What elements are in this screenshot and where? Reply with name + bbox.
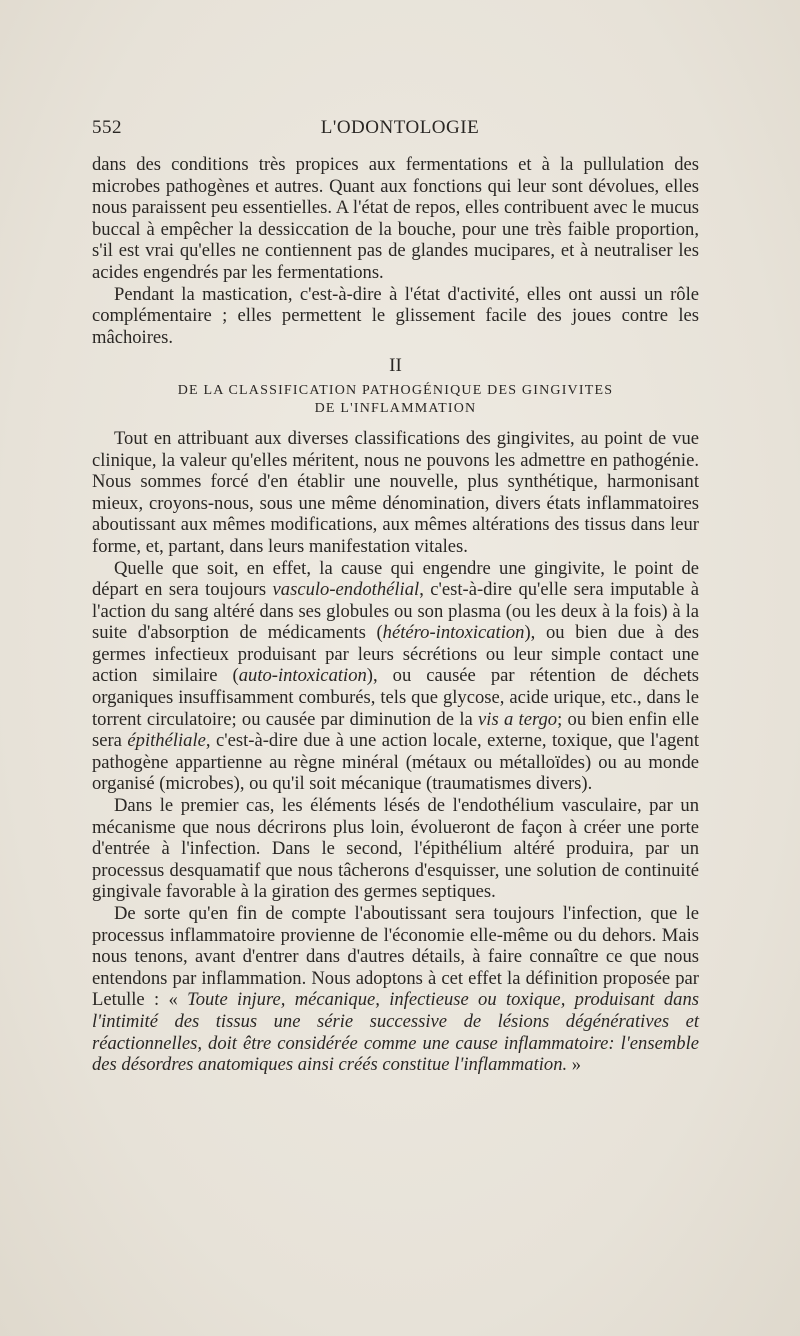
text-run: ), ou causée par rétention de déchets organiques insuffisamment comburés, tels que glycose, acide urique, etc., dans le torrent circulatoire; ou causée par diminution de la <box>92 665 699 730</box>
section-title-line: DE LA CLASSIFICATION PATHOGÉNIQUE DES GINGIVITES <box>177 382 614 398</box>
paragraph <box>92 558 699 796</box>
italic-term: vasculo-endothélial <box>272 579 420 601</box>
italic-term: épithéliale <box>127 730 206 752</box>
paragraph: Dans le premier cas, les éléments lésés de l'endothélium vasculaire, par un mécanisme que nous décrirons plus loin, évolueront de façon à créer une porte d'entrée à l'infection. Dans le second, l'épithélium altéré produira, par un processus desquamatif que nous tâcherons d'esquisser, une solution de continuité gingivale favorable à la giration des germes septiques. <box>92 795 699 903</box>
italic-term: auto-intoxication <box>238 665 367 687</box>
text-run: ), ou bien due à des germes infectieux produisant par leurs sécrétions ou leur simple contact une action similaire ( <box>92 622 699 687</box>
quotation: Toute injure, mécanique, infectieuse ou toxique, produisant dans l'intimité des tissus une série successive de lésions dégénératives et réactionnelles, doit être considérée comme une cause inflammatoire: l'ensemble des désordres anatomiques ainsi créés constitue l'inflammation. <box>92 989 699 1076</box>
section-title-line: DE L'INFLAMMATION <box>314 400 477 416</box>
page-header <box>92 117 708 145</box>
paragraph <box>92 903 699 1076</box>
paragraph: dans des conditions très propices aux fermentations et à la pullulation des microbes pathogènes et autres. Quant aux fonctions qui leur sont dévolues, elles nous paraissent peu essentielles. A l'état de repos, elles contribuent avec le mucus buccal à empêcher la dessiccation de la bouche, pour une très faible proportion, s'il est vrai qu'elles ne contiennent pas de glandes mucipares, et à neutraliser les acides engendrés par les fermentations. <box>92 154 699 283</box>
text-run: ; ou bien enfin elle sera <box>92 708 699 752</box>
section-title <box>92 382 699 418</box>
paragraph: Pendant la mastication, c'est-à-dire à l'état d'activité, elles ont aussi un rôle complémentaire ; elles permettent le glissement facile des joues contre les mâchoires. <box>92 283 699 348</box>
text-run: » <box>567 1054 582 1076</box>
page-number: 552 <box>92 117 122 138</box>
text-run: , c'est-à-dire due à une action locale, externe, toxique, que l'agent pathogène appartienne au règne minéral (métaux ou métalloïdes) ou au monde organisé (microbes), ou qu'il soit mécanique (traumatismes divers). <box>92 730 699 795</box>
text-run: Quelle que soit, en effet, la cause qui engendre une gingivite, le point de départ en sera toujours <box>92 557 699 601</box>
paragraph: Tout en attribuant aux diverses classifications des gingivites, au point de vue clinique, la valeur qu'elles méritent, nous ne pouvons les admettre en pathogénie. Nous sommes forcé d'en établir une nouvelle, plus synthétique, harmonisant mieux, croyons-nous, sous une même dénomination, divers états inflammatoires aboutissant aux mêmes modifications, aux mêmes altérations des tissus dans leur forme, et, partant, dans leurs manifestation vitales. <box>92 427 699 557</box>
text-run: , c'est-à-dire qu'elle sera imputable à l'action du sang altéré dans ses globules ou son plasma (ou les deux à la fois) à la suite d'absorption de médicaments ( <box>92 579 699 644</box>
italic-term: hétéro-intoxication <box>382 622 525 644</box>
body-text <box>92 154 699 1076</box>
italic-term: vis a tergo <box>478 708 558 730</box>
text-run: De sorte qu'en fin de compte l'aboutissant sera toujours l'infection, que le processus inflammatoire provienne de l'économie elle-même ou du dehors. Mais nous tenons, avant d'entrer dans d'autres détails, à faire connaître ce que nous entendons par inflammation. Nous adoptons à cet effet la définition proposée par Letulle : « <box>92 903 699 1011</box>
running-title: L'ODONTOLOGIE <box>320 117 480 138</box>
section-number: II <box>389 355 402 377</box>
